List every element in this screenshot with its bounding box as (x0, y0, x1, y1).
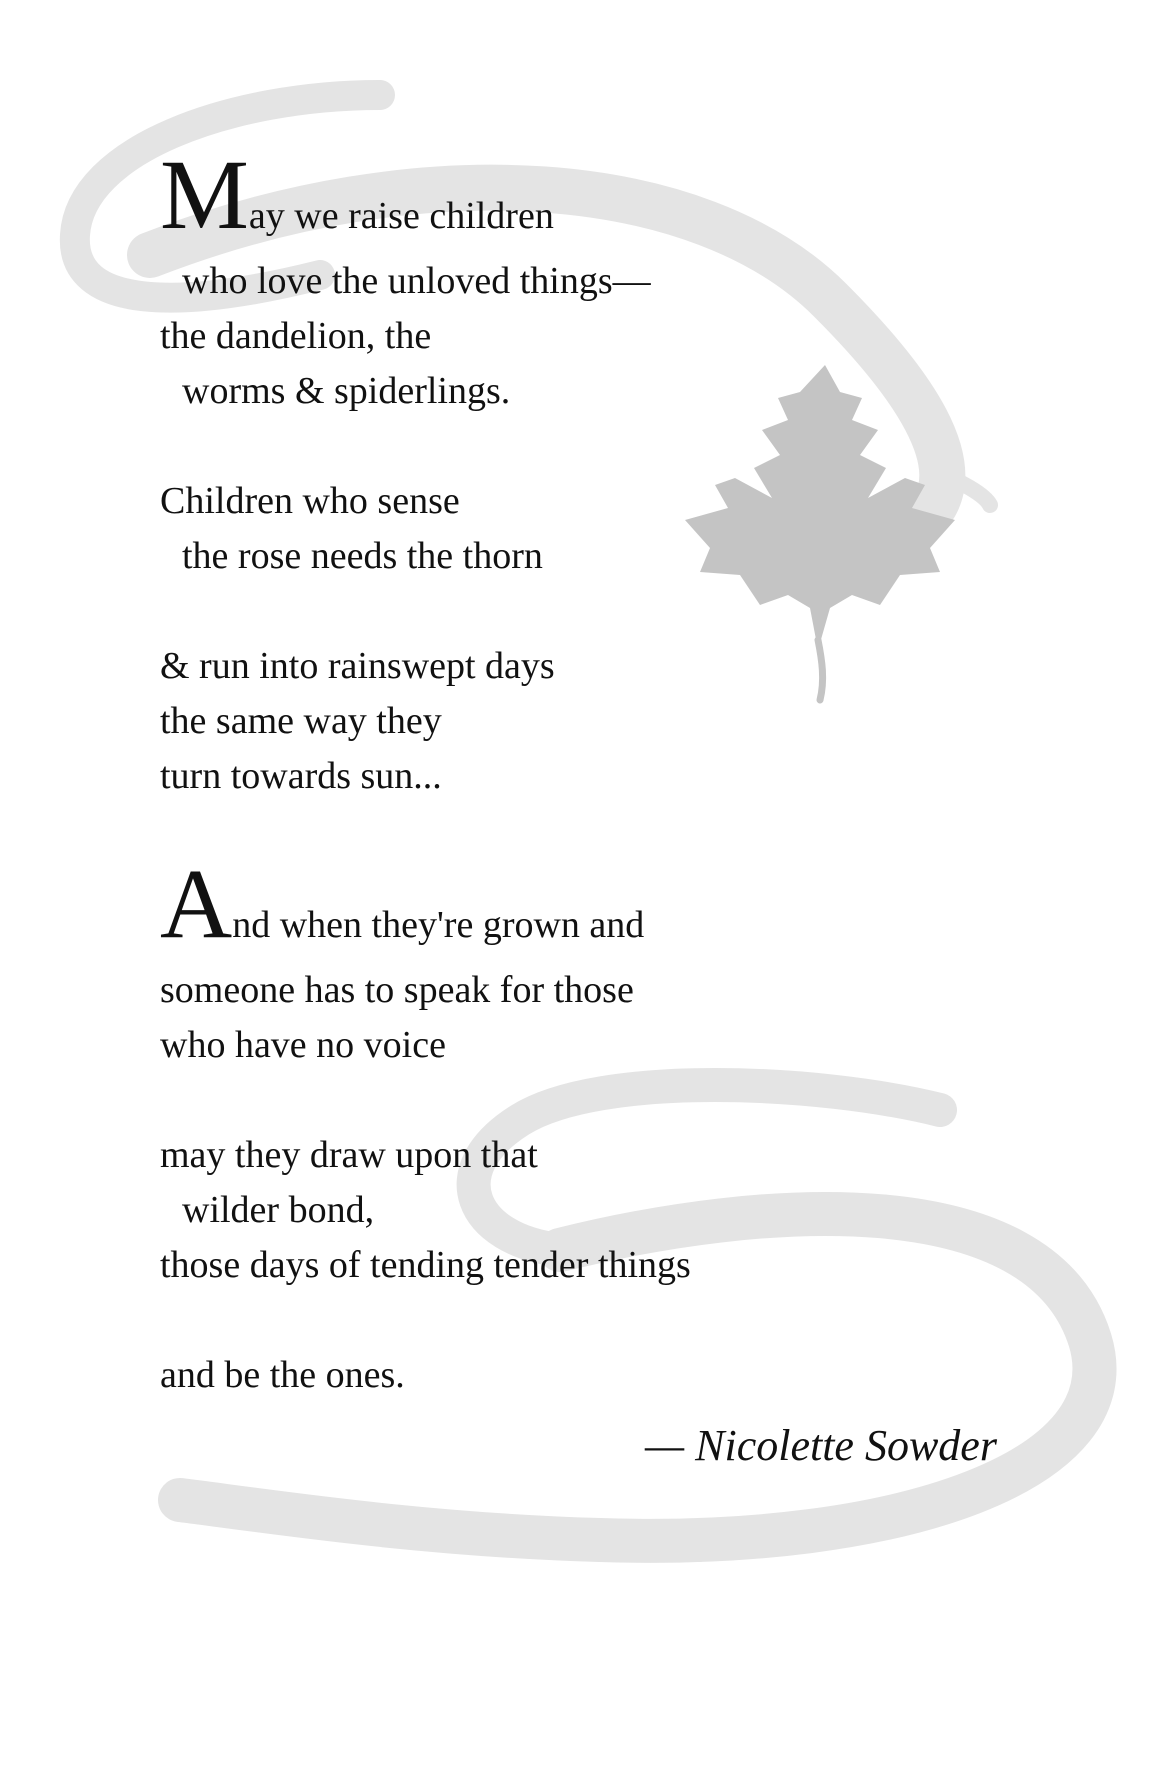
drop-cap: M (160, 139, 249, 250)
line-text: ay we raise children (248, 195, 554, 237)
poem-line: worms & spiderlings. (182, 370, 511, 412)
poem-line: who love the unloved things— (182, 260, 651, 302)
poem-line: the dandelion, the (160, 315, 432, 357)
author-attribution: — Nicolette Sowder (645, 1421, 997, 1470)
poem-line: Children who sense (160, 480, 460, 522)
poem-line: who have no voice (160, 1024, 446, 1066)
drop-cap: A (160, 848, 233, 959)
poem-line (160, 848, 1060, 959)
poem-line: and be the ones. (160, 1354, 405, 1396)
poem-line: turn towards sun... (160, 755, 442, 797)
poem-line: wilder bond, (182, 1189, 375, 1231)
poem-line: someone has to speak for those (160, 969, 634, 1011)
poem-line: the rose needs the thorn (182, 535, 543, 577)
poem (160, 139, 1060, 1403)
poem-line (160, 139, 1060, 250)
poem-line: & run into rainswept days (160, 645, 555, 687)
poem-line: the same way they (160, 700, 442, 742)
line-text: nd when they're grown and (232, 904, 645, 946)
poem-line: may they draw upon that (160, 1134, 538, 1176)
poem-line: those days of tending tender things (160, 1244, 691, 1286)
